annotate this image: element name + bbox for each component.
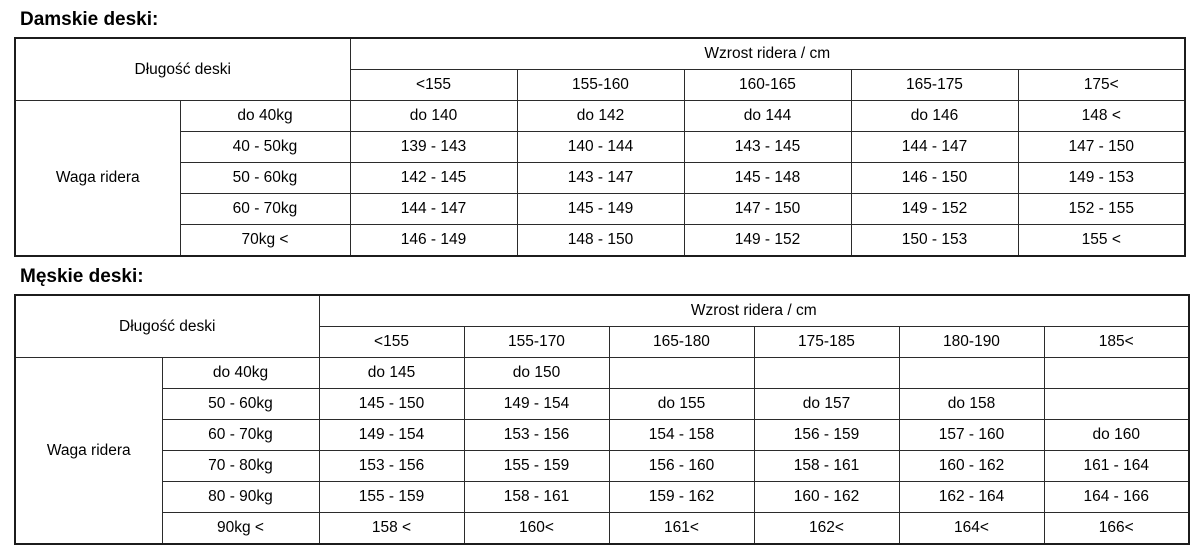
women-cell-4-4: 155 < xyxy=(1018,225,1185,257)
women-cell-2-3: 146 - 150 xyxy=(851,163,1018,194)
table-row xyxy=(15,163,1185,194)
men-weight-row-3: 70 - 80kg xyxy=(162,451,319,482)
men-size-table xyxy=(14,294,1190,545)
men-cell-4-4: 162 - 164 xyxy=(899,482,1044,513)
men-cell-5-0: 158 < xyxy=(319,513,464,545)
table-row xyxy=(15,513,1189,545)
table-row xyxy=(15,132,1185,163)
women-section-title: Damskie deski: xyxy=(20,9,159,30)
women-height-col-0: <155 xyxy=(350,70,517,101)
men-cell-0-3 xyxy=(754,358,899,389)
women-height-col-4: 175< xyxy=(1018,70,1185,101)
men-cell-1-3: do 157 xyxy=(754,389,899,420)
men-top-header: Wzrost ridera / cm xyxy=(319,295,1189,327)
men-weight-row-0: do 40kg xyxy=(162,358,319,389)
men-cell-0-5 xyxy=(1044,358,1189,389)
men-cell-2-2: 154 - 158 xyxy=(609,420,754,451)
women-cell-3-0: 144 - 147 xyxy=(350,194,517,225)
women-weight-row-4: 70kg < xyxy=(180,225,350,257)
men-cell-5-3: 162< xyxy=(754,513,899,545)
men-weight-row-2: 60 - 70kg xyxy=(162,420,319,451)
women-cell-1-1: 140 - 144 xyxy=(517,132,684,163)
women-cell-4-2: 149 - 152 xyxy=(684,225,851,257)
men-cell-2-5: do 160 xyxy=(1044,420,1189,451)
table-row xyxy=(15,38,1185,70)
men-cell-2-3: 156 - 159 xyxy=(754,420,899,451)
women-cell-1-0: 139 - 143 xyxy=(350,132,517,163)
table-row xyxy=(15,194,1185,225)
table-row xyxy=(15,295,1189,327)
women-cell-1-2: 143 - 145 xyxy=(684,132,851,163)
table-row xyxy=(15,451,1189,482)
women-weight-row-1: 40 - 50kg xyxy=(180,132,350,163)
men-height-col-5: 185< xyxy=(1044,327,1189,358)
men-cell-4-1: 158 - 161 xyxy=(464,482,609,513)
men-cell-5-2: 161< xyxy=(609,513,754,545)
table-row xyxy=(15,389,1189,420)
men-table-wrapper xyxy=(14,294,1185,545)
women-cell-4-0: 146 - 149 xyxy=(350,225,517,257)
men-cell-0-2 xyxy=(609,358,754,389)
women-cell-4-3: 150 - 153 xyxy=(851,225,1018,257)
men-cell-5-4: 164< xyxy=(899,513,1044,545)
men-cell-3-3: 158 - 161 xyxy=(754,451,899,482)
women-height-col-1: 155-160 xyxy=(517,70,684,101)
men-weight-row-5: 90kg < xyxy=(162,513,319,545)
men-weight-row-4: 80 - 90kg xyxy=(162,482,319,513)
men-cell-1-0: 145 - 150 xyxy=(319,389,464,420)
table-row xyxy=(15,420,1189,451)
women-side-label: Waga ridera xyxy=(15,101,180,257)
men-cell-2-4: 157 - 160 xyxy=(899,420,1044,451)
women-weight-row-3: 60 - 70kg xyxy=(180,194,350,225)
women-size-table xyxy=(14,37,1186,257)
men-cell-4-5: 164 - 166 xyxy=(1044,482,1189,513)
table-row xyxy=(15,482,1189,513)
women-cell-3-4: 152 - 155 xyxy=(1018,194,1185,225)
women-cell-2-4: 149 - 153 xyxy=(1018,163,1185,194)
women-corner-label: Długość deski xyxy=(15,38,350,101)
men-cell-0-4 xyxy=(899,358,1044,389)
men-cell-4-2: 159 - 162 xyxy=(609,482,754,513)
men-height-col-3: 175-185 xyxy=(754,327,899,358)
women-cell-3-3: 149 - 152 xyxy=(851,194,1018,225)
women-cell-1-3: 144 - 147 xyxy=(851,132,1018,163)
women-cell-4-1: 148 - 150 xyxy=(517,225,684,257)
men-height-col-2: 165-180 xyxy=(609,327,754,358)
men-cell-3-2: 156 - 160 xyxy=(609,451,754,482)
men-cell-1-4: do 158 xyxy=(899,389,1044,420)
women-cell-2-2: 145 - 148 xyxy=(684,163,851,194)
men-cell-0-0: do 145 xyxy=(319,358,464,389)
men-cell-2-0: 149 - 154 xyxy=(319,420,464,451)
men-height-col-0: <155 xyxy=(319,327,464,358)
men-cell-1-2: do 155 xyxy=(609,389,754,420)
men-cell-3-4: 160 - 162 xyxy=(899,451,1044,482)
men-side-label: Waga ridera xyxy=(15,358,162,545)
women-cell-0-3: do 146 xyxy=(851,101,1018,132)
men-cell-5-1: 160< xyxy=(464,513,609,545)
women-cell-3-2: 147 - 150 xyxy=(684,194,851,225)
women-cell-0-2: do 144 xyxy=(684,101,851,132)
men-weight-row-1: 50 - 60kg xyxy=(162,389,319,420)
table-row xyxy=(15,358,1189,389)
women-cell-3-1: 145 - 149 xyxy=(517,194,684,225)
women-height-col-3: 165-175 xyxy=(851,70,1018,101)
women-cell-2-0: 142 - 145 xyxy=(350,163,517,194)
women-cell-0-4: 148 < xyxy=(1018,101,1185,132)
men-cell-3-0: 153 - 156 xyxy=(319,451,464,482)
women-cell-1-4: 147 - 150 xyxy=(1018,132,1185,163)
women-weight-row-2: 50 - 60kg xyxy=(180,163,350,194)
men-cell-4-3: 160 - 162 xyxy=(754,482,899,513)
table-row xyxy=(15,101,1185,132)
women-table-wrapper xyxy=(14,37,1185,257)
men-section-title: Męskie deski: xyxy=(20,266,144,287)
men-height-col-4: 180-190 xyxy=(899,327,1044,358)
men-cell-1-1: 149 - 154 xyxy=(464,389,609,420)
women-weight-row-0: do 40kg xyxy=(180,101,350,132)
men-cell-2-1: 153 - 156 xyxy=(464,420,609,451)
women-top-header: Wzrost ridera / cm xyxy=(350,38,1185,70)
women-cell-2-1: 143 - 147 xyxy=(517,163,684,194)
men-cell-0-1: do 150 xyxy=(464,358,609,389)
women-height-col-2: 160-165 xyxy=(684,70,851,101)
women-cell-0-1: do 142 xyxy=(517,101,684,132)
men-cell-4-0: 155 - 159 xyxy=(319,482,464,513)
men-corner-label: Długość deski xyxy=(15,295,319,358)
men-cell-5-5: 166< xyxy=(1044,513,1189,545)
men-cell-3-5: 161 - 164 xyxy=(1044,451,1189,482)
women-cell-0-0: do 140 xyxy=(350,101,517,132)
men-cell-1-5 xyxy=(1044,389,1189,420)
table-row xyxy=(15,225,1185,257)
men-height-col-1: 155-170 xyxy=(464,327,609,358)
men-cell-3-1: 155 - 159 xyxy=(464,451,609,482)
